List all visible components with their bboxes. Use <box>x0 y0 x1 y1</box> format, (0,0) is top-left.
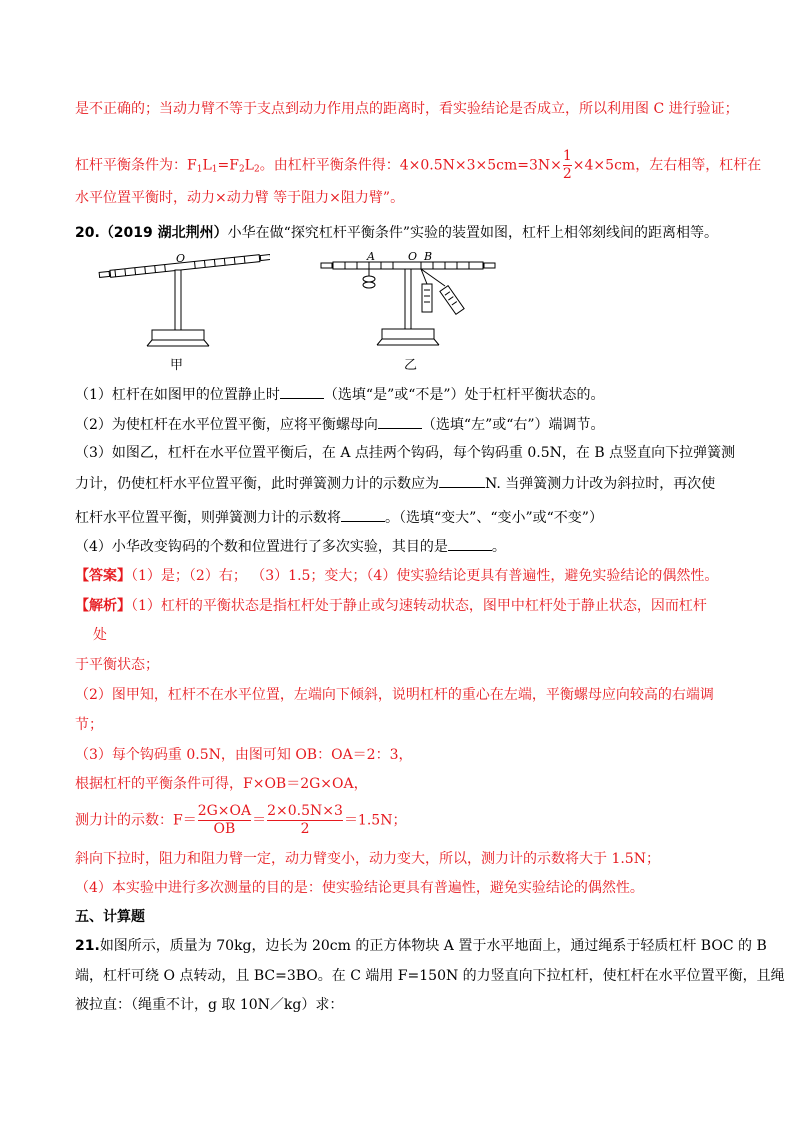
prev-line-2-e: 。由杠杆平衡条件得：4×0.5N×3×5cm=3N× <box>259 157 562 174</box>
q20-part-3-line-1: （3）如图乙，杠杆在水平位置平衡后，在 A 点挂两个钩码，每个钩码重 0.5N，在 B 点竖直向下拉弹簧测 <box>75 445 736 461</box>
q20-part-3-line-3 <box>75 507 603 528</box>
analysis-line-4: 根据杠杆的平衡条件可得，F×OB＝2G×OA， <box>75 776 368 792</box>
prev-line-2 <box>75 148 761 183</box>
answer-tag: 【答案】 <box>75 568 131 584</box>
blank-1 <box>280 384 324 399</box>
frac1-den: OB <box>213 821 236 837</box>
analysis-line-1 <box>75 596 707 616</box>
q20-p2-a: （2）为使杠杆在水平位置平衡，应将平衡螺母向 <box>75 417 378 433</box>
analysis-line-2-end: 节； <box>75 717 103 733</box>
q21-number: 21. <box>75 938 100 954</box>
q20-part-3-line-2 <box>75 473 715 494</box>
q20-p3-e: 。（选填“变大”、“变小”或“不变”） <box>385 510 603 526</box>
analysis-1: （1）杠杆的平衡状态是指杠杆处于静止或匀速转动状态，图甲中杠杆处于静止状态，因而杠杆 <box>131 598 707 614</box>
analysis-line-7: （4）本实验中进行多次测量的目的是：使实验结论更具有普遍性，避免实验结论的偶然性。 <box>75 880 644 896</box>
analysis-tag: 【解析】 <box>75 598 131 614</box>
label-O-jia: O <box>176 252 186 265</box>
frac1-num: 2G×OA <box>197 803 252 819</box>
answer-line <box>75 566 718 586</box>
q20-number: 20. <box>75 225 100 241</box>
q20-part-2 <box>75 414 605 435</box>
prev-line-2-a: 杠杆平衡条件为：F <box>75 157 197 174</box>
q20-p3-b: 力计，仍使杠杆水平位置平衡，此时弹簧测力计的示数应为 <box>75 476 439 492</box>
q20-part-1 <box>75 384 605 405</box>
label-B: B <box>424 250 433 263</box>
prev-line-2-b: L <box>202 157 212 174</box>
q20-stem-text: 小华在做“探究杠杆平衡条件”实验的装置如图，杠杆上相邻刻线间的距离相等。 <box>227 225 718 241</box>
prev-line-2-c: =F <box>217 157 239 174</box>
formula-lead: 测力计的示数：F＝ <box>75 812 197 829</box>
q21-line-2: 端，杠杆可绕 O 点转动，且 BC=3BO。在 C 端用 F=150N 的力竖直向下拉杠杆，使杠杆在水平位置平衡，且绳 <box>75 968 785 984</box>
blank-2 <box>378 414 422 429</box>
formula-eq: ＝ <box>252 812 267 829</box>
frac2-num: 2×0.5N×3 <box>267 803 343 819</box>
blank-5 <box>448 536 492 551</box>
sub-1: 1 <box>196 164 203 175</box>
q21-l1: 如图所示，质量为 70kg，边长为 20cm 的正方体物块 A 置于水平地面上，通过绳系于轻质杠杆 BOC 的 B <box>99 938 767 954</box>
blank-3 <box>439 473 485 488</box>
frac2-den: 2 <box>300 821 310 837</box>
q20-p2-b: （选填“左”或“右”）端调节。 <box>421 417 605 433</box>
q21-line-3: 被拉直：（绳重不计，g 取 10N／kg）求： <box>75 997 344 1013</box>
fraction-den: 2 <box>562 166 572 182</box>
caption-yi: 乙 <box>404 358 418 373</box>
analysis-line-1-cont: 处 <box>93 627 107 643</box>
sub-2: 1 <box>211 164 218 175</box>
label-O-yi: O <box>408 250 418 263</box>
figure-jia <box>95 250 270 350</box>
analysis-line-6: 斜向下拉时，阻力和阻力臂一定，动力臂变小，动力变大，所以，测力计的示数将大于 1.5N； <box>75 851 660 867</box>
figure-yi <box>315 250 500 350</box>
q20-p1-a: （1）杠杆在如图甲的位置静止时 <box>75 387 280 403</box>
formula-result: ＝1.5N； <box>343 812 407 829</box>
analysis-line-2: （2）图甲知，杠杆不在水平位置，左端向下倾斜，说明杠杆的重心在左端，平衡螺母应向较高的右端调 <box>75 687 714 703</box>
q20-stem <box>75 223 718 243</box>
sub-4: 2 <box>253 164 260 175</box>
prev-line-1: 是不正确的；当动力臂不等于支点到动力作用点的距离时，看实验结论是否成立，所以利用图 C 进行验证； <box>75 101 739 117</box>
answer-text: （1）是；（2）右； （3）1.5；变大；（4）使实验结论更具有普遍性，避免实验结论的偶然性。 <box>131 568 719 584</box>
label-A: A <box>367 250 375 263</box>
q20-p3-d: 杠杆水平位置平衡，则弹簧测力计的示数将 <box>75 510 341 526</box>
fraction-half <box>563 148 572 183</box>
q20-p4-a: （4）小华改变钩码的个数和位置进行了多次实验，其目的是 <box>75 539 448 555</box>
analysis-formula <box>75 803 406 838</box>
prev-line-3: 水平位置平衡时，动力×动力臂 等于阻力×阻力臂”。 <box>75 190 405 206</box>
q20-part-4 <box>75 536 506 557</box>
q21-line-1 <box>75 936 767 956</box>
fraction-num: 1 <box>562 148 572 164</box>
formula-frac-2 <box>267 803 343 838</box>
q20-p3-c: N. 当弹簧测力计改为斜拉时，再次使 <box>485 476 716 492</box>
caption-jia: 甲 <box>170 358 184 373</box>
analysis-line-3: （3）每个钩码重 0.5N，由图可知 OB：OA＝2：3， <box>75 747 413 763</box>
prev-line-2-f: ×4×5cm，左右相等，杠杆在 <box>572 157 762 174</box>
q20-p1-b: （选填“是”或“不是”）处于杠杆平衡状态的。 <box>323 387 605 403</box>
q20-source: （2019 湖北荆州） <box>99 225 228 241</box>
section-heading: 五、计算题 <box>75 909 145 925</box>
prev-line-2-d: L <box>244 157 254 174</box>
sub-3: 2 <box>238 164 245 175</box>
analysis-line-1-end: 于平衡状态； <box>75 657 159 673</box>
blank-4 <box>341 507 385 522</box>
q20-p4-b: 。 <box>491 539 506 555</box>
formula-frac-1 <box>198 803 251 838</box>
